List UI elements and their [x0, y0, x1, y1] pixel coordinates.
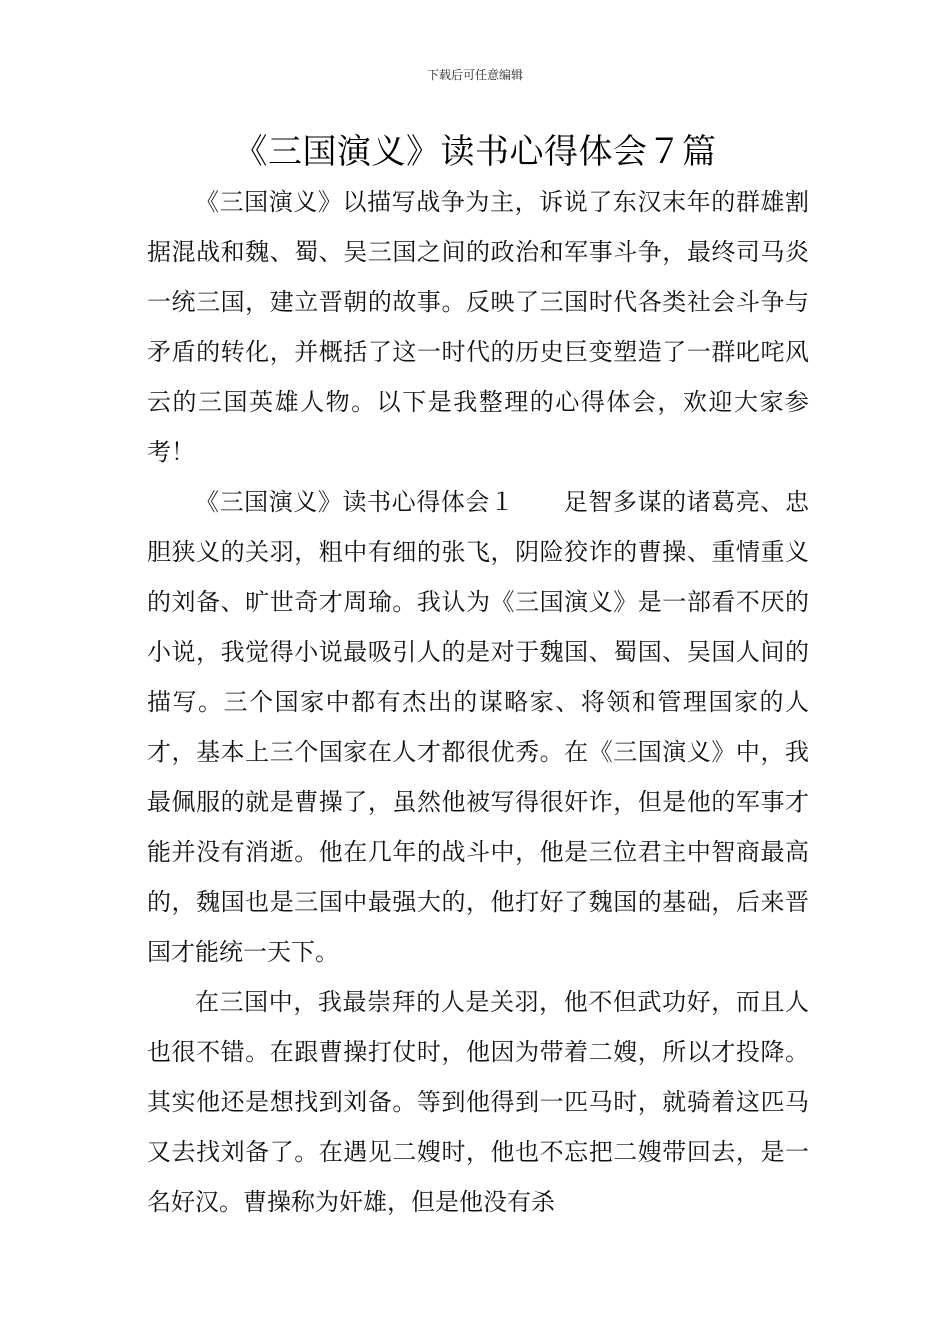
document-body — [147, 177, 809, 1227]
paragraph-intro: 《三国演义》以描写战争为主，诉说了东汉末年的群雄割据混战和魏、蜀、吴三国之间的政治和军事斗争，最终司马炎一统三国，建立晋朝的故事。反映了三国时代各类社会斗争与矛盾的转化，并概括了这一时代的历史巨变塑造了一群叱咤风云的三国英雄人物。以下是我整理的心得体会，欢迎大家参考！ — [147, 188, 809, 466]
paragraph-guan-yu: 在三国中，我最崇拜的人是关羽，他不但武功好，而且人也很不错。在跟曹操打仗时，他因为带着二嫂，所以才投降。其实他还是想找到刘备。等到他得到一匹马时，就骑着这匹马又去找刘备了。在遇见二嫂时，他也不忘把二嫂带回去，是一名好汉。曹操称为奸雄，但是他没有杀 — [147, 988, 809, 1216]
header-note: 下载后可任意编辑 — [426, 68, 523, 82]
document-title: 《三国演义》读书心得体会７篇 — [233, 132, 717, 172]
paragraph-essay-1: 《三国演义》读书心得体会１ 足智多谋的诸葛亮、忠胆狭义的关羽，粗中有细的张飞，阴险狡诈的曹操、重情重义的刘备、旷世奇才周瑜。我认为《三国演义》是一部看不厌的小说，我觉得小说最吸引人的是对于魏国、蜀国、吴国人间的描写。三个国家中都有杰出的谋略家、将领和管理国家的人才，基本上三个国家在人才都很优秀。在《三国演义》中，我最佩服的就是曹操了，虽然他被写得很奸诈，但是他的军事才能并没有消逝。他在几年的战斗中，他是三位君主中智商最高的，魏国也是三国中最强大的，他打好了魏国的基础，后来晋国才能统一天下。 — [147, 488, 809, 966]
